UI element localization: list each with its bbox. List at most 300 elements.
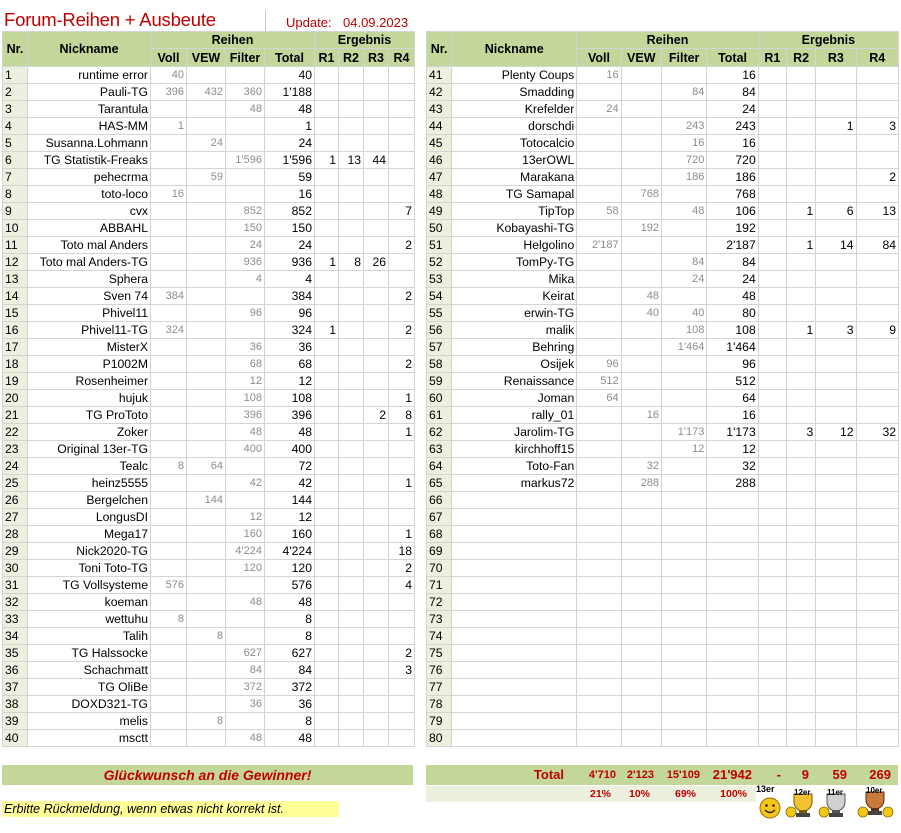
r4-cell	[856, 254, 898, 271]
row-number: 37	[3, 679, 28, 696]
r1-cell	[758, 594, 786, 611]
r4-cell	[856, 611, 898, 628]
r3-cell	[364, 696, 389, 713]
header-r1: R1	[315, 49, 339, 67]
voll-cell: 1	[151, 118, 187, 135]
row-number: 78	[427, 696, 452, 713]
trophy-10er-icon	[858, 792, 893, 817]
filter-cell	[226, 288, 265, 305]
total-cell: 4	[265, 271, 315, 288]
nickname-cell: TG ProToto	[28, 407, 151, 424]
r2-cell	[786, 407, 815, 424]
r1-cell	[758, 628, 786, 645]
r3-cell	[816, 526, 856, 543]
r1-cell	[315, 730, 339, 747]
table-row	[427, 152, 899, 169]
r3-cell	[816, 152, 856, 169]
voll-cell	[577, 441, 621, 458]
header-filter: Filter	[661, 49, 706, 67]
r1-cell	[758, 339, 786, 356]
r4-cell	[856, 526, 898, 543]
filter-cell: 12	[661, 441, 706, 458]
r2-cell	[339, 526, 364, 543]
r3-cell	[364, 628, 389, 645]
r4-cell	[389, 458, 415, 475]
header-r3: R3	[364, 49, 389, 67]
r3-cell	[364, 645, 389, 662]
total-cell: 186	[707, 169, 758, 186]
r3-cell	[816, 339, 856, 356]
r2-cell	[786, 339, 815, 356]
filter-cell	[226, 67, 265, 84]
r1-cell	[315, 84, 339, 101]
total-cell: 24	[707, 271, 758, 288]
filter-cell: 627	[226, 645, 265, 662]
r1-cell	[315, 118, 339, 135]
total-cell: 24	[265, 237, 315, 254]
filter-cell	[661, 237, 706, 254]
r3-cell: 2	[364, 407, 389, 424]
r1-cell	[315, 696, 339, 713]
vew-cell	[621, 67, 661, 84]
row-number: 42	[427, 84, 452, 101]
vew-cell: 16	[621, 407, 661, 424]
r1-cell	[315, 424, 339, 441]
voll-cell	[577, 254, 621, 271]
row-number: 25	[3, 475, 28, 492]
r1-cell	[315, 577, 339, 594]
r4-cell	[856, 288, 898, 305]
r1-cell	[758, 220, 786, 237]
totals-total: 21'942	[712, 767, 752, 782]
r3-cell	[816, 305, 856, 322]
r3-cell	[816, 373, 856, 390]
row-number: 64	[427, 458, 452, 475]
table-row	[3, 526, 415, 543]
total-cell: 852	[265, 203, 315, 220]
r2-cell	[339, 696, 364, 713]
r4-cell	[856, 67, 898, 84]
total-cell: 32	[707, 458, 758, 475]
total-cell: 4'224	[265, 543, 315, 560]
total-cell: 12	[265, 373, 315, 390]
r1-cell	[758, 67, 786, 84]
total-cell	[707, 526, 758, 543]
r1-cell	[758, 101, 786, 118]
nickname-cell: markus72	[452, 475, 577, 492]
r3-cell	[816, 441, 856, 458]
nickname-cell: Helgolino	[452, 237, 577, 254]
r4-cell	[389, 118, 415, 135]
r2-cell	[786, 441, 815, 458]
r2-cell	[786, 696, 815, 713]
filter-cell: 150	[226, 220, 265, 237]
r2-cell	[339, 237, 364, 254]
row-number: 27	[3, 509, 28, 526]
vew-cell	[621, 492, 661, 509]
voll-cell	[151, 645, 187, 662]
totals-filter: 15'109	[666, 769, 700, 781]
total-cell: 96	[707, 356, 758, 373]
vew-cell	[621, 441, 661, 458]
filter-cell: 400	[226, 441, 265, 458]
total-cell: 1'173	[707, 424, 758, 441]
vew-cell	[187, 662, 226, 679]
row-number: 32	[3, 594, 28, 611]
nickname-cell: Tealc	[28, 458, 151, 475]
nickname-cell: TG Halssocke	[28, 645, 151, 662]
r4-cell	[856, 594, 898, 611]
table-row	[427, 611, 899, 628]
r3-cell	[364, 577, 389, 594]
nickname-cell	[452, 560, 577, 577]
r3-cell	[364, 135, 389, 152]
vew-cell	[621, 679, 661, 696]
r4-cell	[389, 271, 415, 288]
nickname-cell: Sphera	[28, 271, 151, 288]
r1-cell	[315, 186, 339, 203]
total-cell: 24	[707, 101, 758, 118]
filter-cell	[226, 458, 265, 475]
row-number: 20	[3, 390, 28, 407]
row-number: 55	[427, 305, 452, 322]
r4-cell: 2	[389, 288, 415, 305]
row-number: 39	[3, 713, 28, 730]
total-cell: 40	[265, 67, 315, 84]
nickname-cell: msctt	[28, 730, 151, 747]
r4-cell	[856, 271, 898, 288]
r1-cell	[315, 67, 339, 84]
voll-cell	[577, 407, 621, 424]
r2-cell	[339, 407, 364, 424]
r1-cell	[315, 203, 339, 220]
r2-cell	[786, 152, 815, 169]
row-number: 77	[427, 679, 452, 696]
r3-cell	[364, 543, 389, 560]
r4-cell	[389, 169, 415, 186]
r3-cell	[816, 135, 856, 152]
row-number: 21	[3, 407, 28, 424]
nickname-cell: HAS-MM	[28, 118, 151, 135]
r4-cell	[856, 186, 898, 203]
table-row	[427, 645, 899, 662]
r1-cell	[315, 373, 339, 390]
total-cell: 16	[707, 407, 758, 424]
r1-cell	[758, 152, 786, 169]
header-r2: R2	[786, 49, 815, 67]
nickname-cell: Renaissance	[452, 373, 577, 390]
r2-cell	[786, 492, 815, 509]
row-number: 43	[427, 101, 452, 118]
r1-cell	[758, 543, 786, 560]
filter-cell: 48	[661, 203, 706, 220]
vew-cell	[621, 713, 661, 730]
voll-cell	[577, 288, 621, 305]
voll-cell	[577, 679, 621, 696]
r2-cell: 1	[786, 322, 815, 339]
table-row	[427, 594, 899, 611]
filter-cell: 4'224	[226, 543, 265, 560]
nickname-cell: TG Samapal	[452, 186, 577, 203]
r3-cell	[364, 305, 389, 322]
row-number: 41	[427, 67, 452, 84]
table-row	[427, 526, 899, 543]
table-row	[427, 373, 899, 390]
r4-cell	[856, 577, 898, 594]
total-cell: 48	[265, 594, 315, 611]
r1-cell	[758, 560, 786, 577]
vew-cell	[621, 560, 661, 577]
filter-cell	[226, 628, 265, 645]
filter-cell: 4	[226, 271, 265, 288]
percent-filter: 69%	[674, 788, 696, 800]
page-title: Forum-Reihen + Ausbeute	[4, 9, 216, 30]
nickname-cell	[452, 628, 577, 645]
voll-cell	[577, 305, 621, 322]
row-number: 17	[3, 339, 28, 356]
vew-cell	[187, 407, 226, 424]
header-r4: R4	[389, 49, 415, 67]
total-cell	[707, 509, 758, 526]
header-nickname: Nickname	[28, 32, 151, 67]
filter-cell: 243	[661, 118, 706, 135]
nickname-cell: MisterX	[28, 339, 151, 356]
r2-cell	[786, 543, 815, 560]
row-number: 11	[3, 237, 28, 254]
voll-cell	[151, 390, 187, 407]
r1-cell	[315, 101, 339, 118]
vew-cell	[187, 645, 226, 662]
total-cell: 8	[265, 713, 315, 730]
winner-badges	[756, 784, 898, 820]
vew-cell	[187, 271, 226, 288]
r2-cell	[786, 84, 815, 101]
total-cell: 144	[265, 492, 315, 509]
voll-cell	[151, 339, 187, 356]
total-cell: 627	[265, 645, 315, 662]
table-row	[427, 271, 899, 288]
table-row	[427, 186, 899, 203]
nickname-cell: Mika	[452, 271, 577, 288]
r1-cell	[758, 237, 786, 254]
table-row	[3, 475, 415, 492]
r1-cell	[758, 356, 786, 373]
r3-cell	[364, 101, 389, 118]
r2-cell	[339, 662, 364, 679]
total-cell: 12	[265, 509, 315, 526]
r1-cell	[315, 407, 339, 424]
vew-cell	[187, 322, 226, 339]
total-cell	[707, 611, 758, 628]
nickname-cell	[452, 679, 577, 696]
table-row	[427, 577, 899, 594]
update-label: Update:	[286, 15, 332, 30]
nickname-cell: koeman	[28, 594, 151, 611]
table-row	[3, 84, 415, 101]
row-number: 62	[427, 424, 452, 441]
nickname-cell: Phivel11-TG	[28, 322, 151, 339]
table-row	[3, 407, 415, 424]
r4-cell: 2	[389, 645, 415, 662]
r3-cell	[816, 169, 856, 186]
percent-total: 100%	[720, 788, 747, 800]
r4-cell: 1	[389, 526, 415, 543]
nickname-cell: dorschdi	[452, 118, 577, 135]
r2-cell: 1	[786, 237, 815, 254]
r4-cell	[856, 543, 898, 560]
r2-cell	[339, 509, 364, 526]
nickname-cell: erwin-TG	[452, 305, 577, 322]
nickname-cell	[452, 645, 577, 662]
vew-cell	[621, 118, 661, 135]
vew-cell	[187, 288, 226, 305]
vew-cell	[621, 577, 661, 594]
r1-cell	[758, 169, 786, 186]
total-cell: 1'596	[265, 152, 315, 169]
r1-cell	[315, 169, 339, 186]
table-row	[3, 288, 415, 305]
r1-cell	[758, 475, 786, 492]
r1-cell	[315, 135, 339, 152]
vew-cell: 144	[187, 492, 226, 509]
r3-cell: 14	[816, 237, 856, 254]
voll-cell	[151, 730, 187, 747]
row-number: 67	[427, 509, 452, 526]
r4-cell	[389, 305, 415, 322]
r4-cell	[856, 492, 898, 509]
nickname-cell: Toni Toto-TG	[28, 560, 151, 577]
row-number: 16	[3, 322, 28, 339]
r2-cell	[339, 288, 364, 305]
total-cell: 576	[265, 577, 315, 594]
total-cell: 8	[265, 628, 315, 645]
r1-cell	[315, 441, 339, 458]
r4-cell	[856, 373, 898, 390]
filter-cell	[661, 696, 706, 713]
vew-cell	[187, 509, 226, 526]
nickname-cell: wettuhu	[28, 611, 151, 628]
total-cell: 16	[707, 135, 758, 152]
r4-cell	[856, 475, 898, 492]
vew-cell: 64	[187, 458, 226, 475]
table-row	[3, 152, 415, 169]
voll-cell	[151, 254, 187, 271]
table-row	[427, 492, 899, 509]
r2-cell	[786, 169, 815, 186]
row-number: 51	[427, 237, 452, 254]
voll-cell	[151, 594, 187, 611]
table-row	[3, 458, 415, 475]
r1-cell	[315, 390, 339, 407]
voll-cell	[151, 509, 187, 526]
voll-cell	[151, 271, 187, 288]
voll-cell	[151, 543, 187, 560]
r1-cell	[315, 271, 339, 288]
voll-cell	[151, 492, 187, 509]
filter-cell: 936	[226, 254, 265, 271]
row-number: 73	[427, 611, 452, 628]
r3-cell	[364, 322, 389, 339]
table-row	[3, 67, 415, 84]
nickname-cell: P1002M	[28, 356, 151, 373]
filter-cell: 24	[226, 237, 265, 254]
total-cell: 24	[265, 135, 315, 152]
table-row	[427, 458, 899, 475]
r3-cell	[364, 560, 389, 577]
header-voll: Voll	[151, 49, 187, 67]
r2-cell	[786, 662, 815, 679]
row-number: 63	[427, 441, 452, 458]
voll-cell	[151, 407, 187, 424]
r2-cell	[339, 135, 364, 152]
voll-cell	[151, 475, 187, 492]
voll-cell	[577, 645, 621, 662]
r4-cell	[389, 152, 415, 169]
row-number: 1	[3, 67, 28, 84]
voll-cell	[577, 730, 621, 747]
table-row	[3, 424, 415, 441]
r4-cell	[389, 509, 415, 526]
r3-cell	[364, 271, 389, 288]
voll-cell	[151, 662, 187, 679]
filter-cell	[661, 560, 706, 577]
congratulations-banner: Glückwunsch an die Gewinner!	[2, 765, 413, 785]
table-row	[427, 560, 899, 577]
r1-cell	[758, 407, 786, 424]
header-reihen: Reihen	[151, 32, 315, 49]
total-cell	[707, 560, 758, 577]
r2-cell: 8	[339, 254, 364, 271]
row-number: 3	[3, 101, 28, 118]
header-reihen: Reihen	[577, 32, 759, 49]
filter-cell: 12	[226, 373, 265, 390]
total-cell: 8	[265, 611, 315, 628]
r3-cell	[816, 475, 856, 492]
r1-cell	[315, 611, 339, 628]
totals-label: Total	[533, 767, 564, 782]
r1-cell	[758, 611, 786, 628]
voll-cell	[151, 169, 187, 186]
total-cell: 192	[707, 220, 758, 237]
r2-cell	[339, 356, 364, 373]
row-number: 35	[3, 645, 28, 662]
r2-cell	[339, 373, 364, 390]
table-row	[3, 543, 415, 560]
filter-cell	[661, 509, 706, 526]
r4-cell	[856, 220, 898, 237]
voll-cell	[577, 220, 621, 237]
nickname-cell: Bergelchen	[28, 492, 151, 509]
total-cell	[707, 662, 758, 679]
table-row	[3, 186, 415, 203]
nickname-cell: Osijek	[452, 356, 577, 373]
vew-cell	[187, 594, 226, 611]
table-row	[427, 509, 899, 526]
vew-cell	[621, 84, 661, 101]
badge-11er: 11er	[827, 788, 844, 797]
filter-cell	[661, 662, 706, 679]
table-row	[3, 509, 415, 526]
nickname-cell: DOXD321-TG	[28, 696, 151, 713]
badge-12er: 12er	[794, 788, 811, 797]
voll-cell	[577, 509, 621, 526]
row-number: 34	[3, 628, 28, 645]
r2-cell	[339, 84, 364, 101]
vew-cell	[621, 662, 661, 679]
nickname-cell: Zoker	[28, 424, 151, 441]
total-cell: 372	[265, 679, 315, 696]
r2-cell	[786, 628, 815, 645]
